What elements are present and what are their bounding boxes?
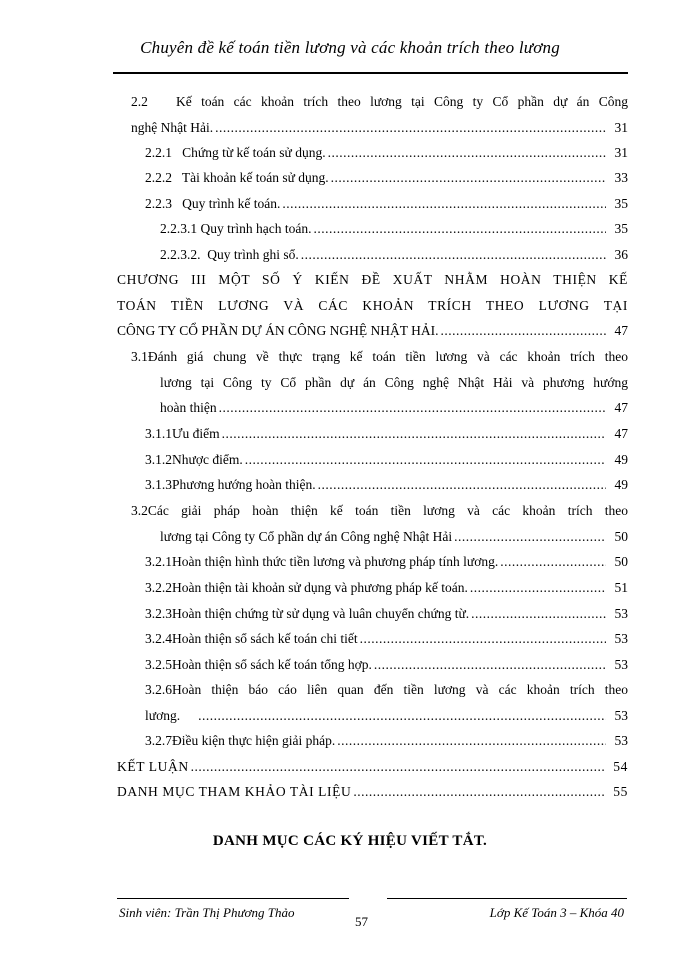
toc-entry-3-2[interactable] [160,527,628,547]
dot-leader [219,398,606,418]
toc-entry-2-2-line1 [131,92,628,112]
toc-page-number: 33 [614,170,628,185]
toc-page-number: 47 [614,426,628,441]
toc-text: 3.1Đánh giá chung về thực trạng kế toán tiền lương và các khoản trích theo [131,349,628,364]
toc-entry-3-2-6[interactable] [145,706,628,726]
dot-leader [374,655,606,675]
toc-text: 2.2.3.1 Quy trình hạch toán. [160,221,312,236]
toc-text: 3.2.1Hoàn thiện hình thức tiền lương và phương pháp tính lương. [145,554,499,569]
dot-leader [470,578,606,598]
toc-entry-2-2-2[interactable] [145,168,628,188]
toc-entry-3-1-2[interactable] [145,450,628,470]
dot-leader [331,168,606,188]
dot-leader [328,143,606,163]
toc-page-number: 53 [614,657,628,672]
dot-leader [191,757,606,777]
footer-class: Lớp Kế Toán 3 – Khóa 40 [489,905,624,920]
dot-leader [440,321,606,341]
toc-entry-chapter3[interactable] [117,321,628,341]
toc-text: 3.2.3Hoàn thiện chứng từ sử dụng và luân chuyển chứng từ. [145,606,470,621]
footer-divider-right [387,898,627,899]
dot-leader [301,245,606,265]
page-header-title: Chuyên đề kế toán tiền lương và các khoản trích theo lương [140,38,560,57]
toc-text: 2.2.3 Quy trình kế toán. [145,196,281,211]
toc-text: 3.2.5Hoàn thiện sổ sách kế toán tổng hợp. [145,657,372,672]
toc-entry-3-2-4[interactable] [145,629,628,649]
toc-text: 2.2 Kế toán các khoản trích theo lương tại Công ty Cổ phần dự án Công [131,94,628,109]
footer-page-number: 57 [355,914,368,929]
toc-entry-3-2-7[interactable] [145,731,628,751]
toc-entry-3-1-1[interactable] [145,424,628,444]
toc-text: DANH MỤC THAM KHẢO TÀI LIỆU [117,784,352,799]
dot-leader [337,731,606,751]
toc-text: 2.2.2 Tài khoản kế toán sử dụng. [145,170,329,185]
toc-page-number: 51 [614,580,628,595]
toc-page-number: 35 [614,221,628,236]
dot-leader [222,424,606,444]
dot-leader [360,629,606,649]
toc-entry-2-2-3[interactable] [145,194,628,214]
toc-text: 3.2.6Hoàn thiện báo cáo liên quan đến tiền lương và các khoản trích theo [145,682,628,697]
toc-page-number: 53 [614,708,628,723]
toc-text: 3.2.2Hoàn thiện tài khoản sử dụng và phương pháp kế toán. [145,580,468,595]
toc-page-number: 36 [614,247,628,262]
toc-text: CHƯƠNG III MỘT SỐ Ý KIẾN ĐỀ XUẤT NHẰM HOÀN THIỆN KẾ [117,272,628,287]
toc-page-number: 53 [614,631,628,646]
dot-leader [500,552,606,572]
toc-page-number: 53 [614,606,628,621]
toc-text: lương tại Công ty Cổ phần dự án Công nghệ Nhật Hải [160,529,453,544]
toc-entry-3-2-line1 [131,501,628,521]
toc-page-number: 55 [613,784,628,799]
footer-divider-left [117,898,349,899]
toc-entry-2-2[interactable] [131,118,628,138]
toc-page-number: 31 [614,145,628,160]
toc-text: 2.2.1 Chứng từ kế toán sử dụng. [145,145,326,160]
toc-entry-3-2-2[interactable] [145,578,628,598]
footer-student-name: Sinh viên: Trần Thị Phương Thảo [119,905,295,920]
toc-page-number: 54 [613,759,628,774]
toc-text: KẾT LUẬN [117,759,189,774]
dot-leader [313,219,606,239]
toc-page-number: 49 [614,477,628,492]
toc-chapter3-line2 [117,296,628,316]
toc-text: lương tại Công ty Cổ phần dự án Công nghệ Nhật Hải và phương hướng [160,375,628,390]
toc-page-number: 31 [614,120,628,135]
toc-entry-3-2-1[interactable] [145,552,628,572]
toc-text: lương. [145,708,181,723]
toc-page-number: 35 [614,196,628,211]
toc-page-number: 47 [614,323,628,338]
toc-text: TOÁN TIỀN LƯƠNG VÀ CÁC KHOẢN TRÍCH THEO LƯƠNG TẠI [117,298,628,313]
toc-text: 3.2Các giải pháp hoàn thiện kế toán tiền lương và các khoản trích theo [131,503,628,518]
toc-entry-3-2-3[interactable] [145,604,628,624]
toc-entry-3-2-6-line1 [145,680,628,700]
toc-entry-ket-luan[interactable] [117,757,628,777]
toc-page-number: 50 [614,529,628,544]
dot-leader [245,450,606,470]
toc-text: 3.1.3Phương hướng hoàn thiện. [145,477,316,492]
toc-entry-2-2-1[interactable] [145,143,628,163]
toc-text: hoàn thiện [160,400,217,415]
toc-chapter3-line1 [117,270,628,290]
toc-page-number: 50 [614,554,628,569]
toc-page-number: 53 [614,733,628,748]
dot-leader [318,475,606,495]
toc-text: 3.2.7Điều kiện thực hiện giải pháp. [145,733,336,748]
toc-text: 3.2.4Hoàn thiện sổ sách kế toán chi tiết [145,631,358,646]
toc-text: 3.1.2Nhược điểm. [145,452,243,467]
dot-leader [215,118,606,138]
toc-text: nghệ Nhật Hải. [131,120,214,135]
toc-text: 3.1.1Ưu điểm [145,426,220,441]
toc-text: CÔNG TY CỔ PHẦN DỰ ÁN CÔNG NGHỆ NHẬT HẢI. [117,323,439,338]
toc-entry-3-1-line2 [160,373,628,393]
toc-text: 2.2.3.2. Quy trình ghi sổ. [160,247,299,262]
toc-entry-2-2-3-2[interactable] [160,245,628,265]
toc-page-number: 49 [614,452,628,467]
dot-leader [353,782,606,802]
dot-leader [198,706,606,726]
toc-entry-3-1[interactable] [160,398,628,418]
dot-leader [454,527,606,547]
toc-entry-3-2-5[interactable] [145,655,628,675]
dot-leader [471,604,606,624]
abbreviations-heading: DANH MỤC CÁC KÝ HIỆU VIẾT TẮT. [212,833,488,849]
toc-entry-3-1-line1 [131,347,628,367]
toc-entry-2-2-3-1[interactable] [160,219,628,239]
dot-leader [282,194,606,214]
toc-entry-3-1-3[interactable] [145,475,628,495]
toc-page-number: 47 [614,400,628,415]
toc-entry-tai-lieu[interactable] [117,782,628,802]
